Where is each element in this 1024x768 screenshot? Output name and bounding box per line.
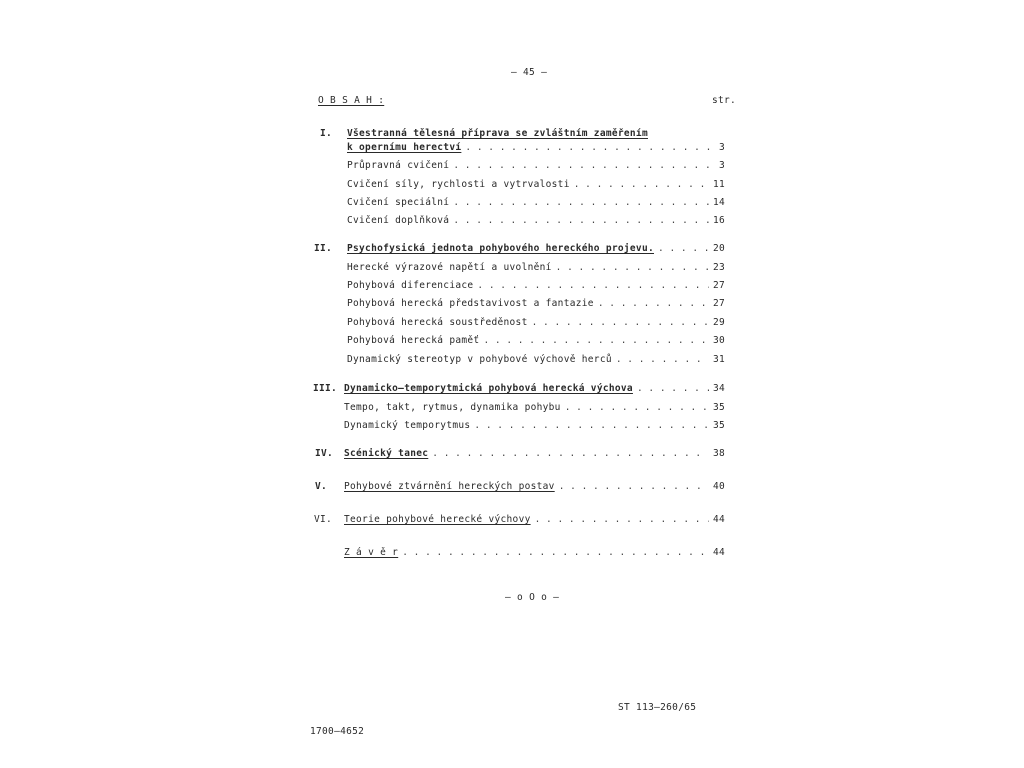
entry-label: Pohybová herecká soustředěnost [347,317,528,328]
page-number: – 45 – [511,67,548,78]
toc-entry [347,298,725,310]
page-ref: 27 [712,280,725,291]
section-5-numeral: V. [315,481,328,492]
leader-dots [474,420,709,432]
toc-entry-section-5 [344,481,725,493]
toc-entry [347,354,725,366]
toc-entry-section-4 [344,448,725,460]
toc-entry [347,262,725,274]
leader-dots [453,160,715,172]
leader-dots [559,481,709,493]
leader-dots [477,280,709,292]
section-6-numeral: VI. [314,514,333,525]
page-ref: 27 [712,298,725,309]
leader-dots [598,298,709,310]
page-column-label: str. [712,95,737,106]
entry-label: Cvičení speciální [347,197,450,208]
entry-label: Dynamický stereotyp v pohybové výchově herců [347,354,612,365]
page-ref: 44 [712,547,725,558]
leader-dots [556,262,709,274]
toc-entry [347,160,725,172]
toc-entry [344,420,725,432]
leader-dots [535,514,709,526]
toc-entry-section-1 [347,142,725,154]
page-ref: 40 [712,481,725,492]
section-1-title-line2: k opernímu herectví [347,142,462,153]
section-5-title: Pohybové ztvárnění hereckých postav [344,481,555,492]
page-ref: 16 [712,215,725,226]
toc-entry [347,317,725,329]
toc-entry [344,402,725,414]
section-4-numeral: IV. [315,448,334,459]
section-1-title-line1: Všestranná tělesná příprava se zvláštním zaměřením [347,128,648,139]
toc-entry-section-3 [344,383,725,395]
leader-dots [532,317,709,329]
section-6-title: Teorie pohybové herecké výchovy [344,514,531,525]
leader-dots [483,335,709,347]
toc-entry-section-2 [347,243,725,255]
footer-code: ST 113–260/65 [618,702,697,713]
leader-dots [402,547,709,559]
leader-dots [658,243,709,255]
page-ref: 20 [712,243,725,254]
toc-entry [347,179,725,191]
conclusion-title: Z á v ě r [344,547,399,558]
end-mark: – o O o – [505,592,560,603]
toc-entry-section-6 [344,514,725,526]
toc-entry [347,197,725,209]
section-2-numeral: II. [314,243,333,254]
leader-dots [453,215,709,227]
page-ref: 3 [718,160,725,171]
page-ref: 35 [712,402,725,413]
entry-label: Pohybová diferenciace [347,280,474,291]
toc-entry [347,280,725,292]
toc-entry [347,215,725,227]
page-ref: 34 [712,383,725,394]
leader-dots [453,197,709,209]
leader-dots [574,179,709,191]
entry-label: Cvičení doplňková [347,215,450,226]
entry-label: Cvičení síly, rychlosti a vytrvalosti [347,179,570,190]
entry-label: Herecké výrazové napětí a uvolnění [347,262,552,273]
leader-dots [432,448,709,460]
section-2-title: Psychofysická jednota pohybového hereckého projevu. [347,243,654,254]
entry-label: Pohybová herecká paměť [347,335,480,346]
section-3-numeral: III. [313,383,338,394]
page-ref: 44 [712,514,725,525]
footer-left-code: 1700–4652 [310,726,365,737]
leader-dots [565,402,709,414]
leader-dots [637,383,709,395]
page-ref: 23 [712,262,725,273]
entry-label: Tempo, takt, rytmus, dynamika pohybu [344,402,561,413]
page-ref: 3 [718,142,725,153]
page-ref: 30 [712,335,725,346]
entry-label: Dynamický temporytmus [344,420,471,431]
page-ref: 14 [712,197,725,208]
page-ref: 11 [712,179,725,190]
entry-label: Pohybová herecká představivost a fantazie [347,298,594,309]
page-ref: 29 [712,317,725,328]
section-1-numeral: I. [320,128,333,139]
toc-heading: O B S A H : [318,95,385,106]
page-ref: 38 [712,448,725,459]
entry-label: Průpravná cvičení [347,160,450,171]
page-ref: 31 [712,354,725,365]
toc-entry-conclusion [344,547,725,559]
section-4-title: Scénický tanec [344,448,429,459]
leader-dots [465,142,715,154]
page-ref: 35 [712,420,725,431]
section-3-title: Dynamicko–temporytmická pohybová herecká výchova [344,383,633,394]
leader-dots [616,354,709,366]
toc-entry [347,335,725,347]
